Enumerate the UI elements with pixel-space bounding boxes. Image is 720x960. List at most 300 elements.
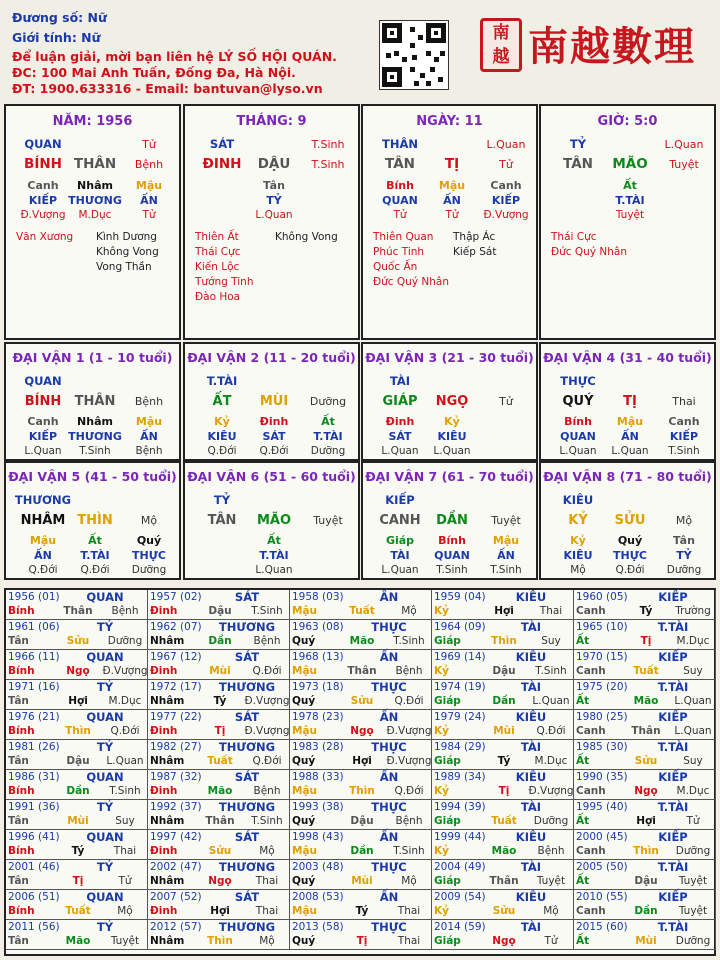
seal-stamp: 南 越 bbox=[480, 18, 522, 72]
year-stem: Kỷ bbox=[434, 785, 449, 797]
year-phase: Bệnh bbox=[253, 635, 281, 647]
year-cell bbox=[574, 710, 716, 740]
hidden-god: TỶ bbox=[266, 194, 282, 207]
pillar-2 bbox=[183, 104, 360, 340]
star-right: Vong Thần bbox=[96, 261, 152, 273]
year-god: T.TÀI bbox=[657, 680, 689, 694]
year-god: KIÊU bbox=[515, 890, 547, 904]
year-label: 1959 (04) bbox=[434, 591, 486, 603]
year-cell bbox=[6, 890, 148, 920]
year-branch: Sửu bbox=[66, 635, 90, 647]
hidden-stem: Ất bbox=[88, 534, 102, 547]
year-stem: Tân bbox=[8, 815, 29, 827]
year-stem: Ất bbox=[576, 695, 590, 707]
year-phase: Q.Đới bbox=[252, 665, 282, 677]
year-label: 1994 (39) bbox=[434, 801, 486, 813]
year-phase: L.Quan bbox=[674, 725, 712, 737]
year-branch: Thìn bbox=[65, 725, 91, 737]
pillar-branch-god: L.Quan bbox=[664, 138, 704, 151]
year-cell bbox=[574, 920, 716, 950]
year-cell bbox=[290, 890, 432, 920]
year-stem: Kỷ bbox=[434, 905, 449, 917]
dai-van-god: THƯƠNG bbox=[14, 493, 72, 507]
dai-van-stem: BÍNH bbox=[24, 394, 62, 409]
year-phase: Bệnh bbox=[253, 785, 281, 797]
hidden-god: ẤN bbox=[497, 549, 515, 562]
year-label: 1971 (16) bbox=[8, 681, 60, 693]
year-cell bbox=[574, 650, 716, 680]
year-cell bbox=[432, 620, 574, 650]
dai-van-god: KIẾP bbox=[385, 493, 415, 507]
pillar-title: NGÀY: 11 bbox=[416, 114, 483, 129]
year-phase: Q.Đới bbox=[394, 785, 424, 797]
year-branch: Tý bbox=[355, 905, 369, 917]
year-god: TỶ bbox=[96, 800, 114, 814]
hidden-phase: L.Quan bbox=[24, 445, 62, 457]
year-label: 2009 (54) bbox=[434, 891, 486, 903]
year-cell bbox=[432, 710, 574, 740]
pillar-stem: TÂN bbox=[563, 156, 593, 172]
dai-van-branch: NGỌ bbox=[435, 394, 469, 409]
year-branch: Thìn bbox=[207, 935, 233, 947]
year-god: KIÊU bbox=[515, 650, 547, 664]
year-branch: Ngọ bbox=[208, 875, 232, 887]
year-stem: Giáp bbox=[434, 875, 461, 887]
year-cell bbox=[290, 770, 432, 800]
year-god: T.TÀI bbox=[657, 620, 689, 634]
year-god: ẤN bbox=[379, 830, 399, 844]
hidden-phase: Tử bbox=[142, 209, 156, 221]
hidden-god: SÁT bbox=[262, 430, 286, 443]
year-label: 1988 (33) bbox=[292, 771, 344, 783]
year-branch: Dần bbox=[634, 905, 658, 917]
year-stem: Quý bbox=[292, 935, 316, 947]
year-cell bbox=[574, 830, 716, 860]
year-cell bbox=[574, 860, 716, 890]
pillar-branch: THÂN bbox=[73, 156, 117, 172]
year-stem: Đinh bbox=[150, 785, 178, 797]
year-stem: Mậu bbox=[292, 845, 318, 857]
year-god: SÁT bbox=[234, 890, 260, 904]
hidden-phase: T.Sinh bbox=[668, 445, 700, 457]
hidden-god: KIẾP bbox=[28, 430, 58, 443]
hidden-stem: Giáp bbox=[385, 534, 415, 547]
year-label: 1961 (06) bbox=[8, 621, 60, 633]
year-cell bbox=[574, 770, 716, 800]
year-god: SÁT bbox=[234, 830, 260, 844]
year-branch: Thìn bbox=[633, 845, 659, 857]
year-phase: Bệnh bbox=[395, 815, 423, 827]
year-cell bbox=[290, 680, 432, 710]
hidden-stem: Canh bbox=[668, 415, 700, 428]
pillar-3 bbox=[361, 104, 538, 340]
year-cell bbox=[6, 830, 148, 860]
hidden-phase: L.Quan bbox=[255, 564, 293, 576]
hidden-god: TỶ bbox=[676, 549, 692, 562]
year-phase: Mộ bbox=[543, 905, 559, 917]
year-cell bbox=[148, 890, 290, 920]
contact-line-1: Để luận giải, mời bạn liên hệ LÝ SỐ HỘI QUÁN. bbox=[12, 49, 337, 64]
hidden-god: KIÊU bbox=[207, 430, 237, 443]
year-god: THỰC bbox=[371, 800, 407, 814]
year-cell bbox=[574, 890, 716, 920]
hidden-stem: Ất bbox=[321, 415, 335, 428]
year-god: KIẾP bbox=[658, 650, 688, 664]
dai-van-5 bbox=[4, 461, 181, 580]
year-god: THƯƠNG bbox=[218, 860, 276, 874]
year-stem: Canh bbox=[576, 845, 606, 857]
hidden-stem: Mậu bbox=[29, 534, 57, 547]
year-branch: Tị bbox=[640, 635, 652, 647]
year-branch: Thân bbox=[489, 875, 519, 887]
year-stem: Kỷ bbox=[434, 725, 449, 737]
pillar-branch: DẬU bbox=[257, 156, 291, 172]
dai-van-phase: Tử bbox=[499, 395, 513, 408]
star-left: Đức Quý Nhân bbox=[373, 276, 449, 288]
hidden-phase: L.Quan bbox=[255, 209, 293, 221]
year-god: KIÊU bbox=[515, 830, 547, 844]
contact-line-2: ĐC: 100 Mai Anh Tuấn, Đống Đa, Hà Nội. bbox=[12, 65, 296, 80]
pillar-phase: T.Sinh bbox=[311, 158, 345, 171]
year-label: 2004 (49) bbox=[434, 861, 486, 873]
hidden-phase: Tuyệt bbox=[615, 209, 645, 221]
year-god: KIẾP bbox=[658, 770, 688, 784]
year-branch: Tuất bbox=[65, 905, 91, 917]
dai-van-phase: Thai bbox=[672, 395, 696, 408]
year-label: 1976 (21) bbox=[8, 711, 60, 723]
year-label: 2013 (58) bbox=[292, 921, 344, 933]
pillar-branch-god: L.Quan bbox=[486, 138, 526, 151]
year-cell bbox=[148, 830, 290, 860]
year-phase: T.Sinh bbox=[393, 845, 425, 857]
year-god: QUAN bbox=[86, 890, 124, 904]
hidden-stem: Nhâm bbox=[77, 415, 113, 428]
dai-van-8 bbox=[539, 461, 716, 580]
year-stem: Tân bbox=[8, 935, 29, 947]
year-branch: Mùi bbox=[209, 665, 231, 677]
year-branch: Tị bbox=[356, 935, 368, 947]
year-god: THƯƠNG bbox=[218, 740, 276, 754]
year-label: 1960 (05) bbox=[576, 591, 628, 603]
hidden-god: THỰC bbox=[132, 549, 166, 562]
hidden-stem: Canh bbox=[27, 415, 59, 428]
year-phase: Dưỡng bbox=[675, 845, 711, 857]
hidden-phase: M.Dục bbox=[78, 209, 112, 221]
year-god: T.TÀI bbox=[657, 920, 689, 934]
year-stem: Mậu bbox=[292, 785, 318, 797]
hidden-phase: Mộ bbox=[570, 564, 586, 576]
year-label: 2010 (55) bbox=[576, 891, 628, 903]
year-label: 1962 (07) bbox=[150, 621, 202, 633]
year-branch: Dần bbox=[350, 845, 374, 857]
hidden-stem: Kỷ bbox=[570, 534, 586, 547]
dai-van-title: ĐẠI VẬN 7 (61 - 70 tuổi) bbox=[365, 469, 534, 484]
annual-luck-grid bbox=[4, 588, 716, 956]
pillar-stem-god: THÂN bbox=[382, 137, 418, 151]
year-stem: Đinh bbox=[150, 665, 178, 677]
hidden-stem: Đinh bbox=[385, 415, 415, 428]
hidden-phase: Đ.Vượng bbox=[20, 209, 66, 221]
hidden-stem: Tân bbox=[673, 534, 695, 547]
year-phase: Mộ bbox=[259, 935, 275, 947]
year-label: 1974 (19) bbox=[434, 681, 486, 693]
hidden-stem: Mậu bbox=[135, 179, 163, 192]
year-stem: Đinh bbox=[150, 905, 178, 917]
star-right: Kình Dương bbox=[96, 231, 157, 243]
year-branch: Thìn bbox=[491, 635, 517, 647]
year-cell bbox=[432, 800, 574, 830]
year-branch: Tị bbox=[498, 785, 510, 797]
year-phase: Đ.Vượng bbox=[244, 725, 290, 737]
hidden-stem: Mậu bbox=[438, 179, 466, 192]
dai-van-god: KIÊU bbox=[562, 493, 594, 507]
year-stem: Bính bbox=[8, 845, 35, 857]
year-cell bbox=[432, 890, 574, 920]
year-god: THỰC bbox=[371, 920, 407, 934]
year-phase: Thai bbox=[539, 605, 563, 617]
year-god: KIÊU bbox=[515, 590, 547, 604]
year-god: QUAN bbox=[86, 830, 124, 844]
year-stem: Ất bbox=[576, 875, 590, 887]
year-god: TÀI bbox=[520, 740, 542, 754]
year-phase: T.Sinh bbox=[251, 815, 283, 827]
year-branch: Ngọ bbox=[350, 725, 374, 737]
year-branch: Mão bbox=[207, 785, 233, 797]
year-stem: Ất bbox=[576, 635, 590, 647]
pillar-phase: Bệnh bbox=[134, 158, 164, 171]
year-branch: Mão bbox=[491, 845, 517, 857]
year-phase: L.Quan bbox=[532, 695, 570, 707]
year-phase: M.Dục bbox=[676, 785, 710, 797]
hidden-phase: Q.Đới bbox=[28, 564, 58, 576]
hidden-phase: T.Sinh bbox=[436, 564, 468, 576]
dai-van-phase: Bệnh bbox=[134, 395, 164, 408]
year-cell bbox=[6, 770, 148, 800]
hidden-stem: Mậu bbox=[135, 415, 163, 428]
year-phase: Dưỡng bbox=[107, 635, 143, 647]
year-branch: Ngọ bbox=[492, 935, 516, 947]
year-label: 1956 (01) bbox=[8, 591, 60, 603]
year-label: 1964 (09) bbox=[434, 621, 486, 633]
hidden-god: THƯƠNG bbox=[68, 430, 122, 443]
year-phase: Tuyệt bbox=[536, 875, 566, 887]
year-cell bbox=[432, 650, 574, 680]
year-stem: Kỷ bbox=[434, 605, 449, 617]
year-stem: Mậu bbox=[292, 725, 318, 737]
year-label: 1967 (12) bbox=[150, 651, 202, 663]
year-phase: Q.Đới bbox=[110, 725, 140, 737]
pillar-title: GIỜ: 5:0 bbox=[597, 114, 658, 129]
hidden-stem: Bính bbox=[564, 415, 592, 428]
dai-van-stem: TÂN bbox=[207, 513, 237, 528]
year-god: ẤN bbox=[379, 650, 399, 664]
star-left: Kiến Lộc bbox=[195, 261, 240, 273]
hidden-stem: Ất bbox=[267, 534, 281, 547]
year-phase: Suy bbox=[115, 815, 135, 827]
year-god: THỰC bbox=[371, 680, 407, 694]
hidden-phase: Tử bbox=[445, 209, 459, 221]
year-label: 1993 (38) bbox=[292, 801, 344, 813]
year-god: THỰC bbox=[371, 620, 407, 634]
year-cell bbox=[432, 680, 574, 710]
year-label: 2006 (51) bbox=[8, 891, 60, 903]
year-god: QUAN bbox=[86, 710, 124, 724]
year-cell bbox=[148, 740, 290, 770]
year-stem: Bính bbox=[8, 665, 35, 677]
pillar-branch: TỊ bbox=[444, 156, 460, 172]
dai-van-god: T.TÀI bbox=[206, 374, 238, 388]
year-stem: Tân bbox=[8, 875, 29, 887]
hidden-phase: Dưỡng bbox=[310, 445, 346, 457]
year-branch: Hợi bbox=[210, 905, 230, 917]
year-branch: Tuất bbox=[349, 605, 375, 617]
year-label: 1966 (11) bbox=[8, 651, 60, 663]
dai-van-title: ĐẠI VẬN 5 (41 - 50 tuổi) bbox=[8, 469, 177, 484]
hidden-stem: Tân bbox=[263, 179, 285, 192]
year-stem: Canh bbox=[576, 905, 606, 917]
year-phase: Đ.Vượng bbox=[102, 665, 148, 677]
year-god: QUAN bbox=[86, 590, 124, 604]
year-branch: Tý bbox=[71, 845, 85, 857]
year-phase: Tử bbox=[118, 875, 132, 887]
year-stem: Quý bbox=[292, 815, 316, 827]
dai-van-title: ĐẠI VẬN 1 (1 - 10 tuổi) bbox=[12, 350, 173, 365]
year-cell bbox=[6, 590, 148, 620]
year-stem: Giáp bbox=[434, 815, 461, 827]
year-phase: Tuyệt bbox=[678, 905, 708, 917]
year-stem: Đinh bbox=[150, 845, 178, 857]
hidden-phase: Q.Đới bbox=[80, 564, 110, 576]
dai-van-stem: QUÝ bbox=[562, 394, 594, 409]
year-stem: Kỷ bbox=[434, 845, 449, 857]
dai-van-branch: THÂN bbox=[74, 394, 116, 409]
year-cell bbox=[432, 830, 574, 860]
star-left: Thái Cực bbox=[551, 231, 597, 243]
dai-van-god: TỶ bbox=[213, 493, 231, 507]
brand-logo: 南越數理 bbox=[528, 23, 696, 70]
year-branch: Mùi bbox=[635, 935, 657, 947]
year-phase: Đ.Vượng bbox=[528, 785, 574, 797]
star-left: Thiên Ất bbox=[195, 231, 239, 243]
hidden-stem: Nhâm bbox=[77, 179, 113, 192]
year-label: 1968 (13) bbox=[292, 651, 344, 663]
year-label: 1973 (18) bbox=[292, 681, 344, 693]
year-label: 1972 (17) bbox=[150, 681, 202, 693]
year-label: 1978 (23) bbox=[292, 711, 344, 723]
pillar-title: THÁNG: 9 bbox=[236, 114, 307, 129]
year-branch: Dậu bbox=[634, 875, 658, 887]
star-right: Kiếp Sát bbox=[453, 246, 497, 258]
year-god: TỶ bbox=[96, 620, 114, 634]
year-stem: Bính bbox=[8, 725, 35, 737]
year-label: 2000 (45) bbox=[576, 831, 628, 843]
year-cell bbox=[290, 620, 432, 650]
year-branch: Tý bbox=[497, 755, 511, 767]
year-cell bbox=[574, 680, 716, 710]
hidden-god: QUAN bbox=[434, 549, 470, 562]
year-stem: Ất bbox=[576, 755, 590, 767]
hidden-god: THỰC bbox=[613, 549, 647, 562]
dai-van-god: QUAN bbox=[24, 374, 62, 388]
year-phase: Suy bbox=[541, 635, 561, 647]
hidden-stem: Mậu bbox=[616, 415, 644, 428]
year-stem: Nhâm bbox=[150, 695, 185, 707]
hidden-phase: Tử bbox=[393, 209, 407, 221]
dai-van-phase: Mộ bbox=[140, 514, 158, 527]
year-phase: Q.Đới bbox=[394, 695, 424, 707]
year-god: TÀI bbox=[520, 860, 542, 874]
year-branch: Mão bbox=[65, 935, 91, 947]
year-stem: Quý bbox=[292, 635, 316, 647]
year-phase: T.Sinh bbox=[251, 605, 283, 617]
pillar-stem: ĐINH bbox=[202, 156, 242, 172]
year-branch: Dậu bbox=[208, 605, 232, 617]
year-god: T.TÀI bbox=[657, 860, 689, 874]
year-label: 1999 (44) bbox=[434, 831, 486, 843]
year-branch: Mão bbox=[349, 635, 375, 647]
hidden-god: KIẾP bbox=[491, 194, 521, 207]
year-phase: Thai bbox=[397, 905, 421, 917]
hidden-god: ẤN bbox=[140, 194, 158, 207]
gioi-tinh-label: Giới tính: Nữ bbox=[12, 30, 101, 45]
hidden-stem: Đinh bbox=[259, 415, 289, 428]
pillar-4 bbox=[539, 104, 716, 340]
hidden-stem: Quý bbox=[136, 534, 162, 547]
year-cell bbox=[574, 590, 716, 620]
dai-van-3 bbox=[361, 342, 538, 461]
year-label: 1992 (37) bbox=[150, 801, 202, 813]
year-cell bbox=[432, 920, 574, 950]
star-left: Đào Hoa bbox=[195, 291, 241, 303]
year-label: 1975 (20) bbox=[576, 681, 628, 693]
dai-van-god: THỰC bbox=[560, 374, 596, 388]
year-branch: Thân bbox=[631, 725, 661, 737]
year-label: 1970 (15) bbox=[576, 651, 628, 663]
pillar-phase: Tuyệt bbox=[669, 158, 699, 171]
dai-van-stem: KỶ bbox=[568, 513, 588, 528]
year-stem: Nhâm bbox=[150, 875, 185, 887]
year-stem: Tân bbox=[8, 695, 29, 707]
contact-line-3: ĐT: 1900.633316 - Email: bantuvan@lyso.vn bbox=[12, 81, 323, 96]
year-label: 1983 (28) bbox=[292, 741, 344, 753]
year-god: QUAN bbox=[86, 770, 124, 784]
year-cell bbox=[6, 920, 148, 950]
year-branch: Sửu bbox=[208, 845, 232, 857]
hidden-god: KIẾP bbox=[28, 194, 58, 207]
year-god: KIẾP bbox=[658, 830, 688, 844]
year-cell bbox=[432, 740, 574, 770]
year-god: TÀI bbox=[520, 920, 542, 934]
year-label: 1985 (30) bbox=[576, 741, 628, 753]
hidden-god: KIẾP bbox=[669, 430, 699, 443]
dai-van-stem: CANH bbox=[379, 513, 421, 528]
year-branch: Thân bbox=[347, 665, 377, 677]
year-phase: Mộ bbox=[401, 875, 417, 887]
year-label: 1984 (29) bbox=[434, 741, 486, 753]
year-phase: Dưỡng bbox=[533, 815, 569, 827]
hidden-god: KIÊU bbox=[437, 430, 467, 443]
year-cell bbox=[290, 800, 432, 830]
hidden-god: TÀI bbox=[390, 549, 410, 562]
year-god: TỶ bbox=[96, 740, 114, 754]
year-stem: Nhâm bbox=[150, 815, 185, 827]
pillar-stem-god: QUAN bbox=[24, 137, 62, 151]
year-stem: Nhâm bbox=[150, 635, 185, 647]
pillar-stem: TÂN bbox=[385, 156, 415, 172]
hidden-god: T.TÀI bbox=[259, 549, 289, 562]
year-phase: Mộ bbox=[401, 605, 417, 617]
year-label: 1981 (26) bbox=[8, 741, 60, 753]
